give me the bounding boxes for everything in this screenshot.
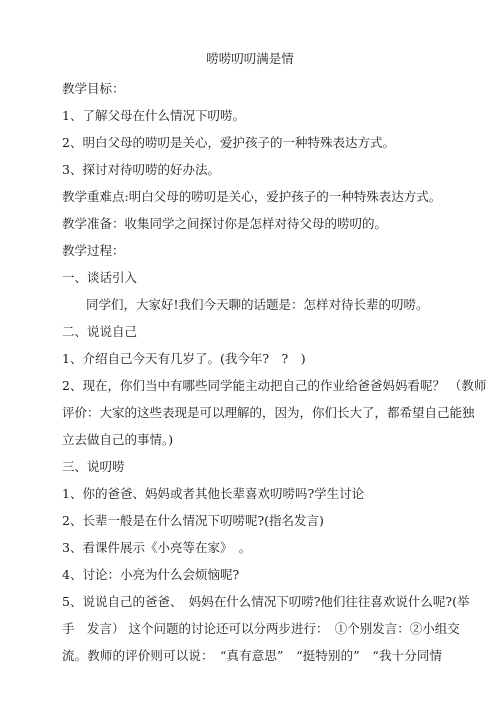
objective-item: 2、明白父母的唠叨是关心，爱护孩子的一种特殊表达方式。 (62, 135, 395, 150)
preparation-line: 教学准备：收集同学之间探讨你是怎样对待父母的唠叨的。 (62, 216, 388, 231)
objective-item: 1、了解父母在什么情况下叨唠。 (62, 108, 245, 123)
key-points-line: 教学重难点:明白父母的唠叨是关心，爱护孩子的一种特殊表达方式。 (62, 189, 442, 204)
objective-item: 3、探讨对待叨唠的好办法。 (62, 162, 220, 177)
paragraph-line: 1、介绍自己今天有几岁了。(我今年? ? ) (62, 351, 306, 366)
paragraph-line: 1、你的爸爸、妈妈或者其他长辈喜欢叨唠吗?学生讨论 (62, 486, 365, 501)
paragraph-line: 评价：大家的这些表现是可以理解的，因为，你们长大了，都希望自己能独 (62, 405, 475, 420)
paragraph-line: 2、现在，你们当中有哪些同学能主动把自己的作业给爸爸妈妈看呢？ （教师 (62, 378, 487, 393)
paragraph-line: 4、讨论：小亮为什么会烦恼呢? (62, 567, 240, 582)
paragraph-line: 2、长辈一般是在什么情况下叨唠呢?(指名发言) (62, 513, 324, 528)
paragraph-line: 5、说说自己的爸爸、 妈妈在什么情况下叨唠?他们往往喜欢说什么呢?(举 (62, 594, 470, 609)
section-heading-process: 教学过程： (62, 243, 125, 258)
paragraph-line: 手 发言） 这个问题的讨论还可以分两步进行： ①个别发言：②小组交 (62, 621, 460, 636)
part-heading-nagging: 三、说叨唠 (62, 459, 125, 474)
paragraph-line: 3、看课件展示《小亮等在家》 。 (62, 540, 252, 555)
part-heading-intro: 一、谈话引入 (62, 270, 138, 285)
paragraph-line: 立去做自己的事情。) (62, 432, 174, 447)
section-heading-objectives: 教学目标： (62, 81, 125, 96)
document-title: 唠唠叨叨满是情 (206, 51, 294, 66)
part-heading-self: 二、说说自己 (62, 324, 138, 339)
paragraph-line: 同学们，大家好!我们今天聊的话题是：怎样对待长辈的叨唠。 (86, 297, 429, 312)
paragraph-line: 流。教师的评价则可以说： “真有意思” “挺特别的” “我十分同情 (62, 648, 442, 663)
